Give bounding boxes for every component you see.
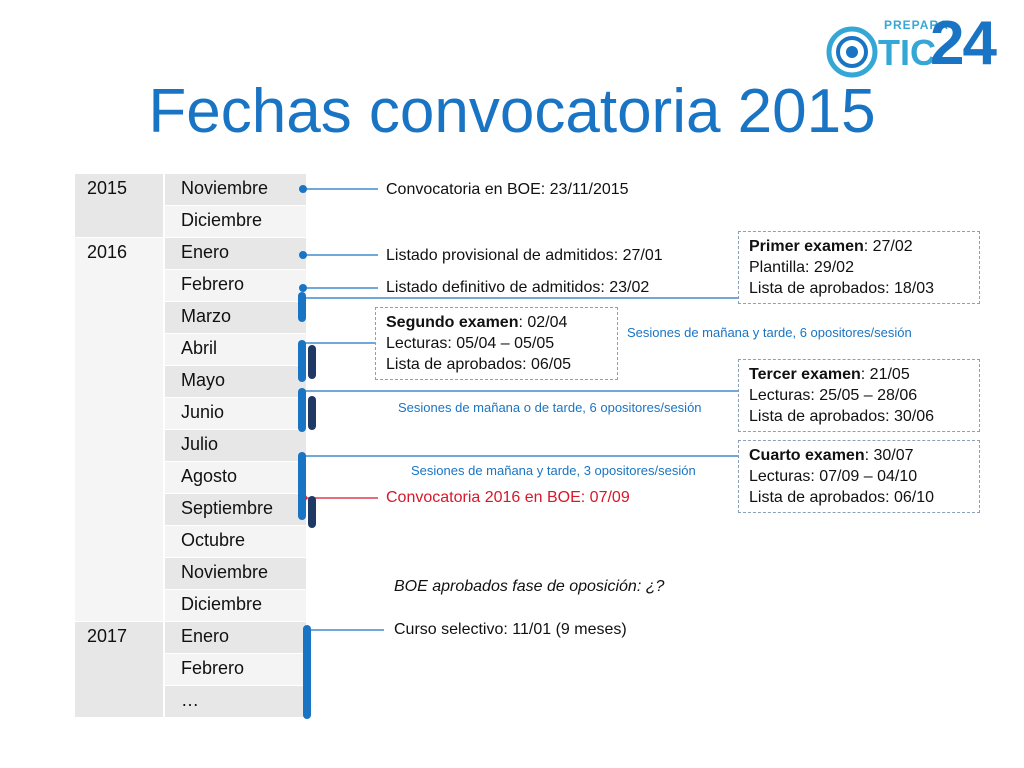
event-conv2016: Convocatoria 2016 en BOE: 07/09 [386,489,630,506]
bar-cuarto [298,452,306,520]
exam-line: Lista de aprobados: 18/03 [749,280,935,297]
exam-line: Lista de aprobados: 30/06 [749,408,935,425]
bar-tercero [298,388,306,432]
exam-line: Lecturas: 25/05 – 28/06 [749,387,918,404]
exam-title: Tercer examen [749,366,861,383]
month-label: Noviembre [181,178,269,198]
exam-line: Lecturas: 05/04 – 05/05 [386,335,555,352]
month-label: Febrero [181,658,245,678]
bar-segundo [298,340,306,382]
exam-box-segundo [375,307,618,380]
event-curso-selectivo: Curso selectivo: 11/01 (9 meses) [394,621,627,638]
exam-line: Lecturas: 07/09 – 04/10 [749,468,918,485]
month-label: Mayo [181,370,226,390]
bar-primero [298,292,306,322]
month-label: Julio [181,434,219,454]
logo-tic: TIC [878,32,936,73]
event-definitivo: Listado definitivo de admitidos: 23/02 [386,279,650,296]
page-title: Fechas convocatoria 2015 [148,77,876,146]
exam-date: : 21/05 [860,366,910,383]
month-label: Noviembre [181,562,269,582]
exam-date: : 30/07 [864,447,914,464]
exam-title: Cuarto examen [749,447,865,464]
month-label: Septiembre [181,498,274,518]
year-label: 2015 [87,178,128,198]
month-label: Enero [181,626,230,646]
month-label: Diciembre [181,210,263,230]
bar-lecturas-segundo [308,345,316,379]
month-label: Abril [181,338,218,358]
exam-box-primero [738,231,980,304]
dot-boe [299,185,307,193]
bar-lecturas-cuarto [308,496,316,528]
bar-curso [303,625,311,719]
month-label: Marzo [181,306,232,326]
month-label: Octubre [181,530,246,550]
session-note-1: Sesiones de mañana y tarde, 6 opositores/sesión [627,325,912,340]
month-label: … [181,690,199,710]
exam-line: Plantilla: 29/02 [749,259,854,276]
year-label: 2017 [87,626,128,646]
event-provisional: Listado provisional de admitidos: 27/01 [386,247,663,264]
session-note-2: Sesiones de mañana o de tarde, 6 opositores/sesión [398,400,702,415]
logo-24: 24 [930,9,995,78]
exam-box-tercero [738,359,980,432]
dot-provisional [299,251,307,259]
event-boe-aprobados: BOE aprobados fase de oposición: ¿? [394,578,665,595]
session-note-3: Sesiones de mañana y tarde, 3 opositores/sesión [411,463,696,478]
exam-box-cuarto [738,440,980,513]
bar-lecturas-tercero [308,396,316,430]
exam-date: : 02/04 [518,314,568,331]
exam-title: Primer examen [749,238,864,255]
event-boe: Convocatoria en BOE: 23/11/2015 [386,181,629,198]
logo-prepara: PREPARA [884,18,949,32]
exam-line: Lista de aprobados: 06/05 [386,356,572,373]
exam-date: : 27/02 [863,238,913,255]
month-label: Junio [181,402,225,422]
dot-definitivo [299,284,307,292]
month-label: Enero [181,242,230,262]
month-label: Diciembre [181,594,263,614]
exam-title: Segundo examen [386,314,519,331]
exam-line: Lista de aprobados: 06/10 [749,489,935,506]
month-label: Febrero [181,274,245,294]
year-label: 2016 [87,242,128,262]
month-label: Agosto [181,466,238,486]
